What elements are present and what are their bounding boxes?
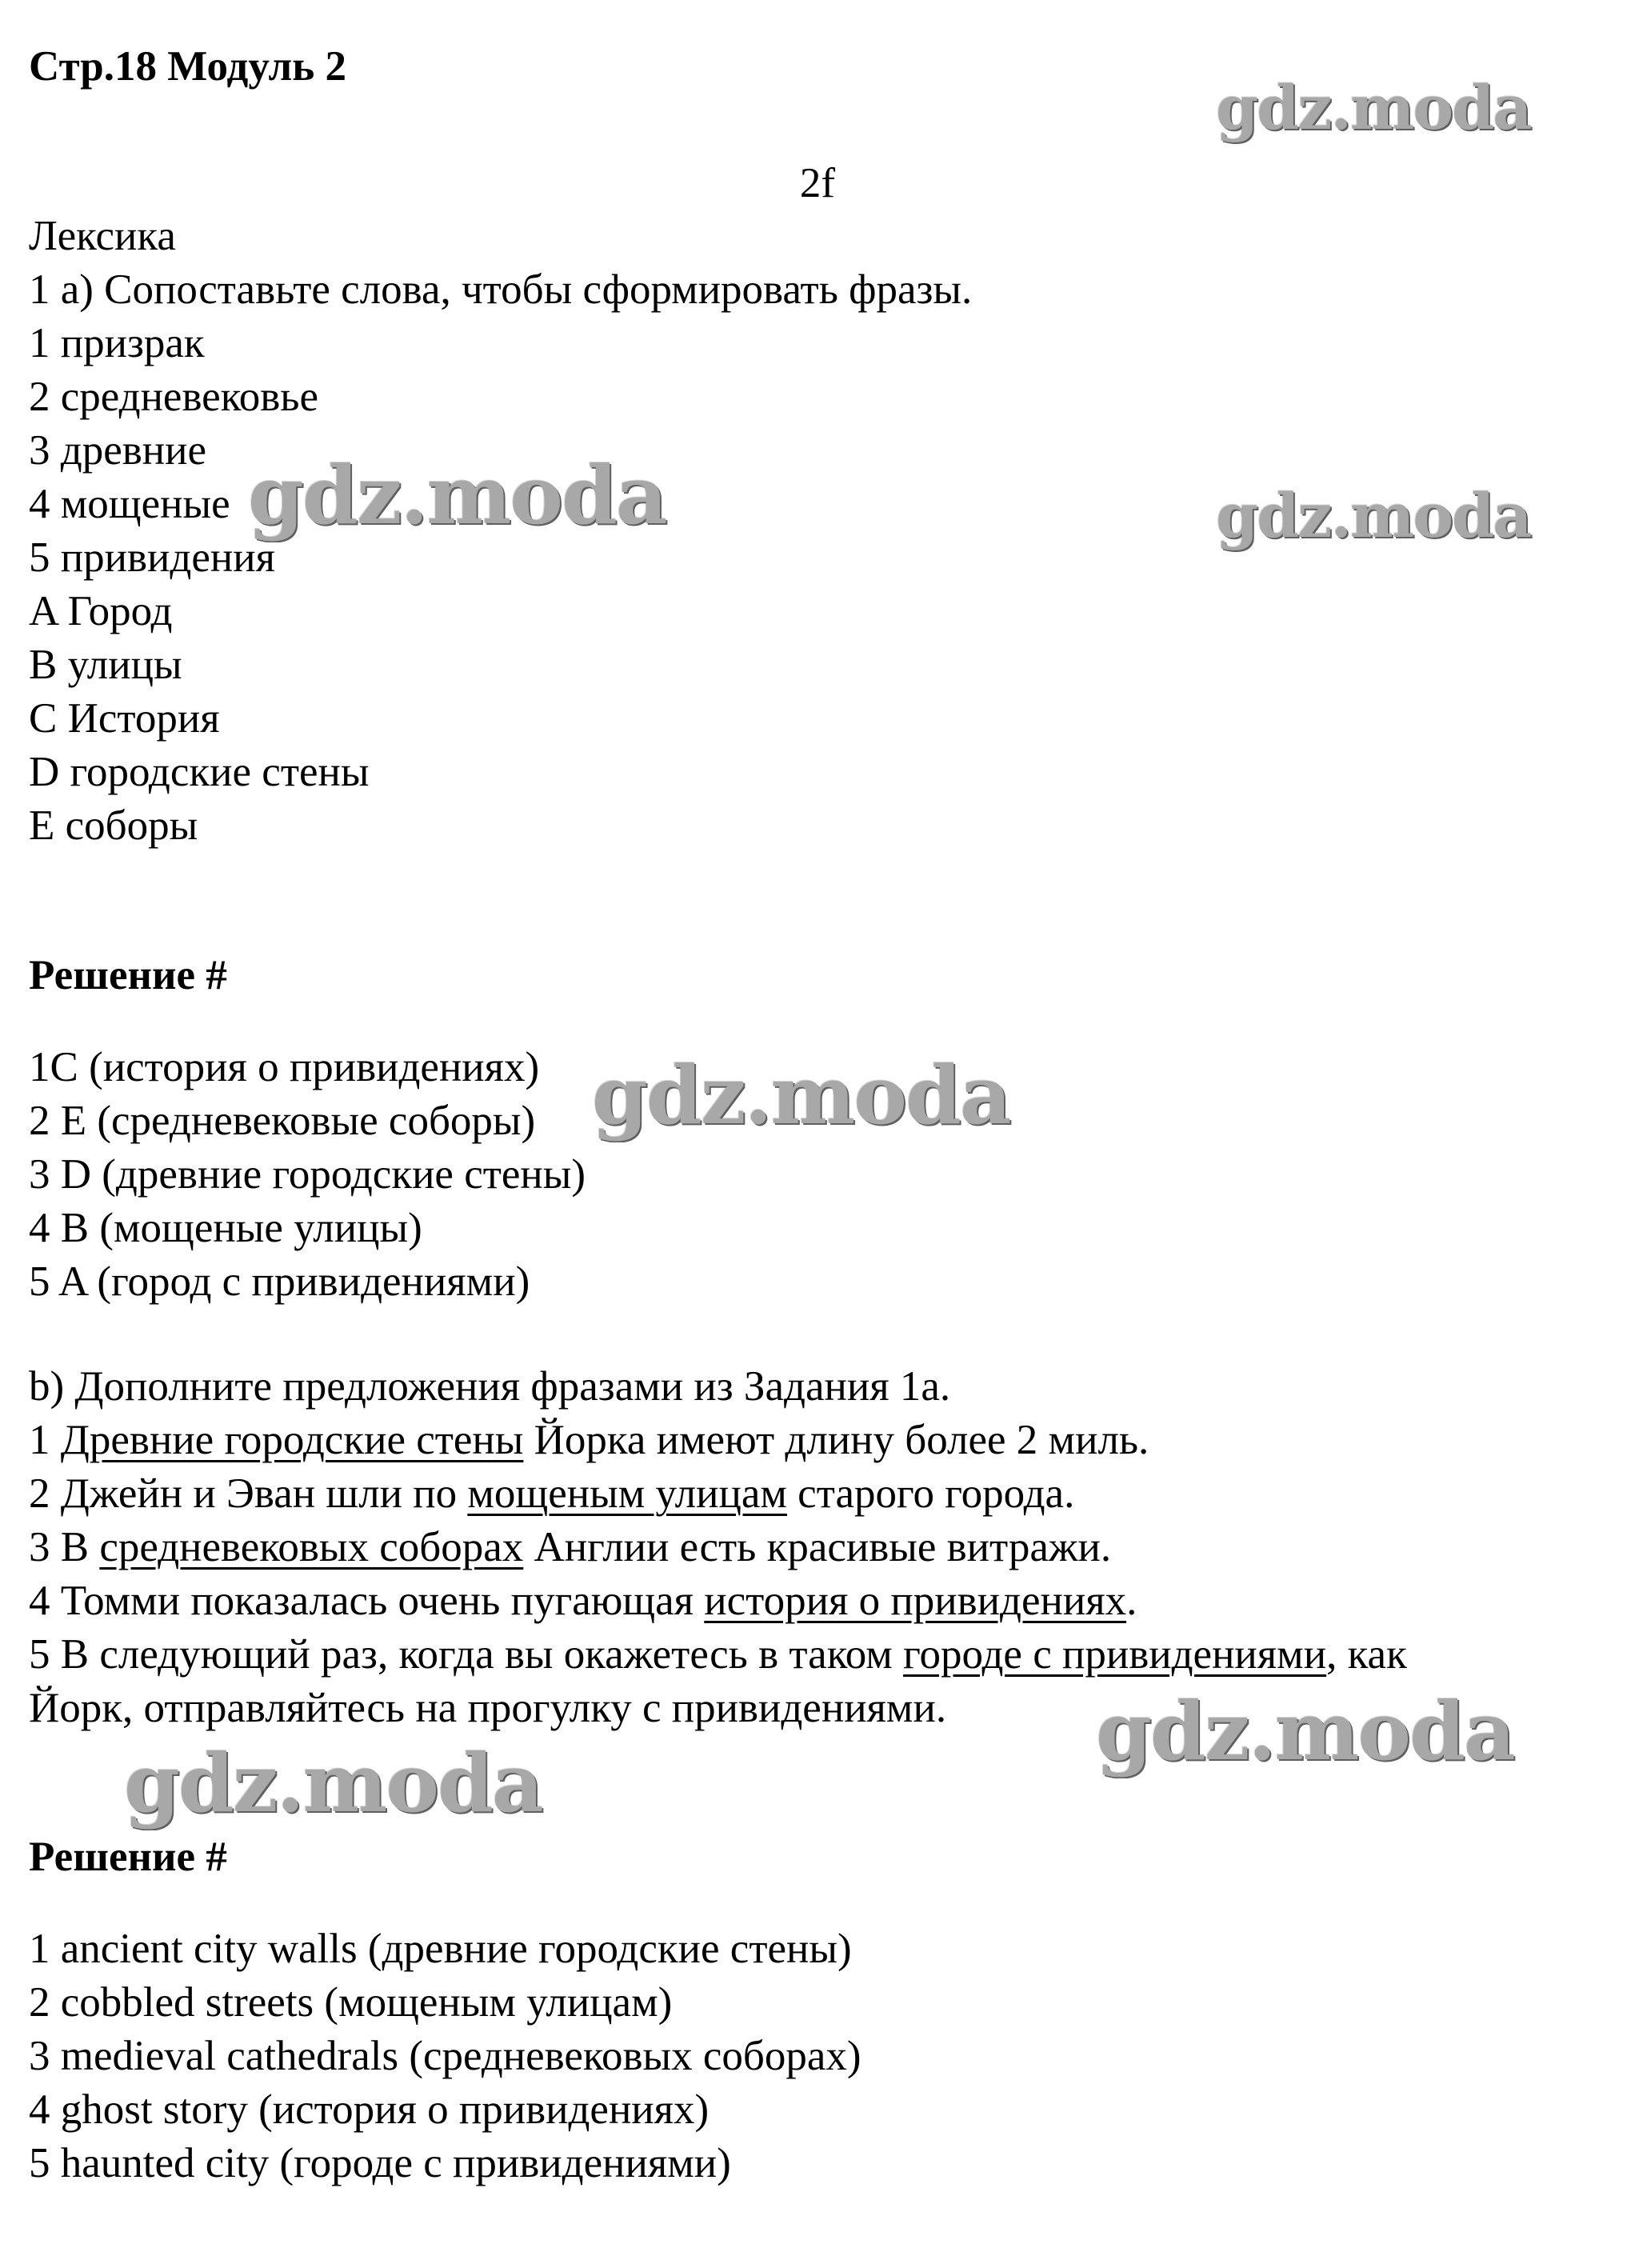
task-a-item: 3 древние <box>29 427 207 474</box>
underlined-phrase: мощеным улицам <box>467 1470 787 1517</box>
task-a-item: 4 мощеные <box>29 481 230 527</box>
watermark: gdz.moda <box>1096 1684 1514 1778</box>
underlined-phrase: городе с привидениями <box>903 1631 1327 1678</box>
section-heading: Лексика <box>29 213 176 259</box>
watermark: gdz.moda <box>1216 72 1531 143</box>
task-a-item: B улицы <box>29 642 182 688</box>
task-b-sentence <box>29 1467 1074 1520</box>
solution-b-answer: 4 ghost story (история о привидениях) <box>29 2086 710 2133</box>
watermark: gdz.moda <box>592 1048 1010 1142</box>
task-a-instruction: 1 a) Сопоставьте слова, чтобы сформировать фразы. <box>29 266 973 313</box>
solution-b-answer: 1 ancient city walls (древние городские стены) <box>29 1926 852 1972</box>
solution-a-answer: 3 D (древние городские стены) <box>29 1151 586 1198</box>
task-a-item: 2 средневековье <box>29 374 318 420</box>
sentence-text: 3 В <box>29 1524 100 1570</box>
sentence-text: 5 В следующий раз, когда вы окажетесь в таком <box>29 1631 904 1678</box>
solution-a-answer: 2 E (средневековые соборы) <box>29 1098 536 1144</box>
task-b-sentence <box>29 1574 1137 1627</box>
watermark: gdz.moda <box>1216 480 1531 551</box>
page-title: Стр.18 Модуль 2 <box>29 43 347 90</box>
task-b-sentence <box>29 1414 1149 1466</box>
sentence-text: 1 <box>29 1417 61 1463</box>
underlined-phrase: средневековых соборах <box>99 1524 524 1570</box>
sentence-text: Йорка имеют длину более 2 миль. <box>523 1417 1149 1463</box>
sentence-text: . <box>1126 1578 1137 1624</box>
sentence-text: , как <box>1326 1631 1407 1678</box>
solution-a-answer: 5 A (город с привидениями) <box>29 1258 530 1305</box>
sentence-text: старого города. <box>786 1470 1075 1517</box>
task-a-item: 5 привидения <box>29 534 275 581</box>
task-b-sentence <box>29 1628 1407 1681</box>
solution-a-answer: 4 B (мощеные улицы) <box>29 1205 422 1251</box>
task-a-item: A Город <box>29 588 173 634</box>
task-a-item: D городские стены <box>29 749 370 795</box>
task-b-sentence-continuation: Йорк, отправляйтесь на прогулку с привидениями. <box>29 1685 947 1731</box>
task-a-item: C История <box>29 695 220 742</box>
solution-a-answer: 1C (история о привидениях) <box>29 1044 540 1090</box>
task-b-sentence <box>29 1521 1111 1574</box>
task-b-instruction: b) Дополните предложения фразами из Задания 1a. <box>29 1363 951 1410</box>
solution-b-answer: 2 cobbled streets (мощеным улицам) <box>29 1979 673 2026</box>
solution-b-answer: 3 medieval cathedrals (средневековых соборах) <box>29 2033 861 2079</box>
solution-heading: Решение # <box>29 952 227 998</box>
solution-b-answer: 5 haunted city (городе с привидениями) <box>29 2140 731 2186</box>
solution-heading: Решение # <box>29 1834 227 1880</box>
sentence-text: 4 Томми показалась очень пугающая <box>29 1578 705 1624</box>
watermark: gdz.moda <box>124 1736 542 1830</box>
sentence-text: 2 Джейн и Эван шли по <box>29 1470 468 1517</box>
task-a-item: 1 призрак <box>29 320 205 366</box>
section-label: 2f <box>799 160 836 206</box>
underlined-phrase: Древние городские стены <box>60 1417 524 1463</box>
underlined-phrase: история о привидениях <box>704 1578 1127 1624</box>
sentence-text: Англии есть красивые витражи. <box>523 1524 1112 1570</box>
task-a-item: E соборы <box>29 802 198 849</box>
watermark: gdz.moda <box>248 448 666 542</box>
